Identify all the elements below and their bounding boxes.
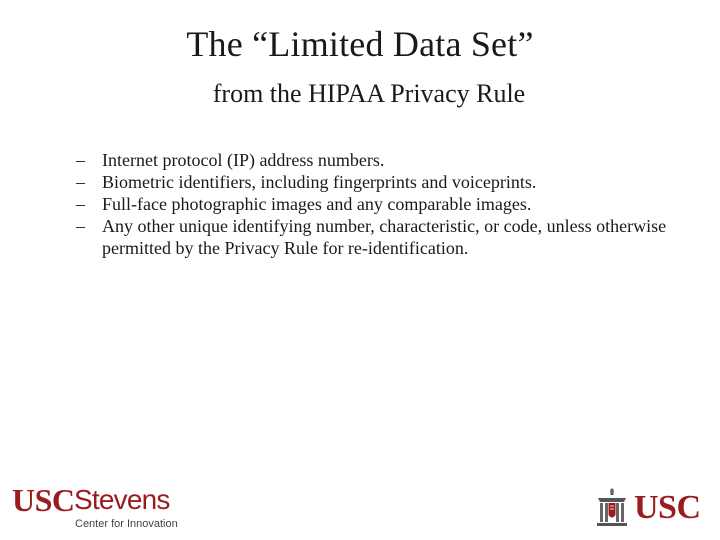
logo-tagline: Center for Innovation [75, 518, 178, 530]
bullet-list [72, 149, 672, 259]
bullet-text: Full-face photographic images and any comparable images. [102, 194, 532, 214]
bullet-dash: – [76, 172, 85, 192]
bullet-text: Internet protocol (IP) address numbers. [102, 150, 385, 170]
usc-seal-icon [594, 488, 630, 528]
bullet-dash: – [76, 194, 85, 214]
usc-stevens-logo [12, 484, 182, 532]
bullet-text: Any other unique identifying number, characteristic, or code, unless otherwise permitted by the Privacy Rule for re-identification. [102, 216, 667, 258]
slide-subtitle: from the HIPAA Privacy Rule [212, 79, 526, 108]
list-item [72, 149, 672, 171]
slide-title: The “Limited Data Set” [186, 24, 534, 64]
bullet-dash: – [76, 150, 85, 170]
logo-usc-text: USC [12, 482, 75, 518]
logo-stevens-text: Stevens [74, 484, 170, 515]
bullet-text: Biometric identifiers, including fingerprints and voiceprints. [102, 172, 537, 192]
bullet-dash: – [76, 216, 85, 236]
logo-usc-text: USC [634, 489, 701, 526]
list-item [72, 171, 672, 193]
list-item [72, 215, 672, 259]
list-item [72, 193, 672, 215]
usc-logo [594, 488, 706, 528]
